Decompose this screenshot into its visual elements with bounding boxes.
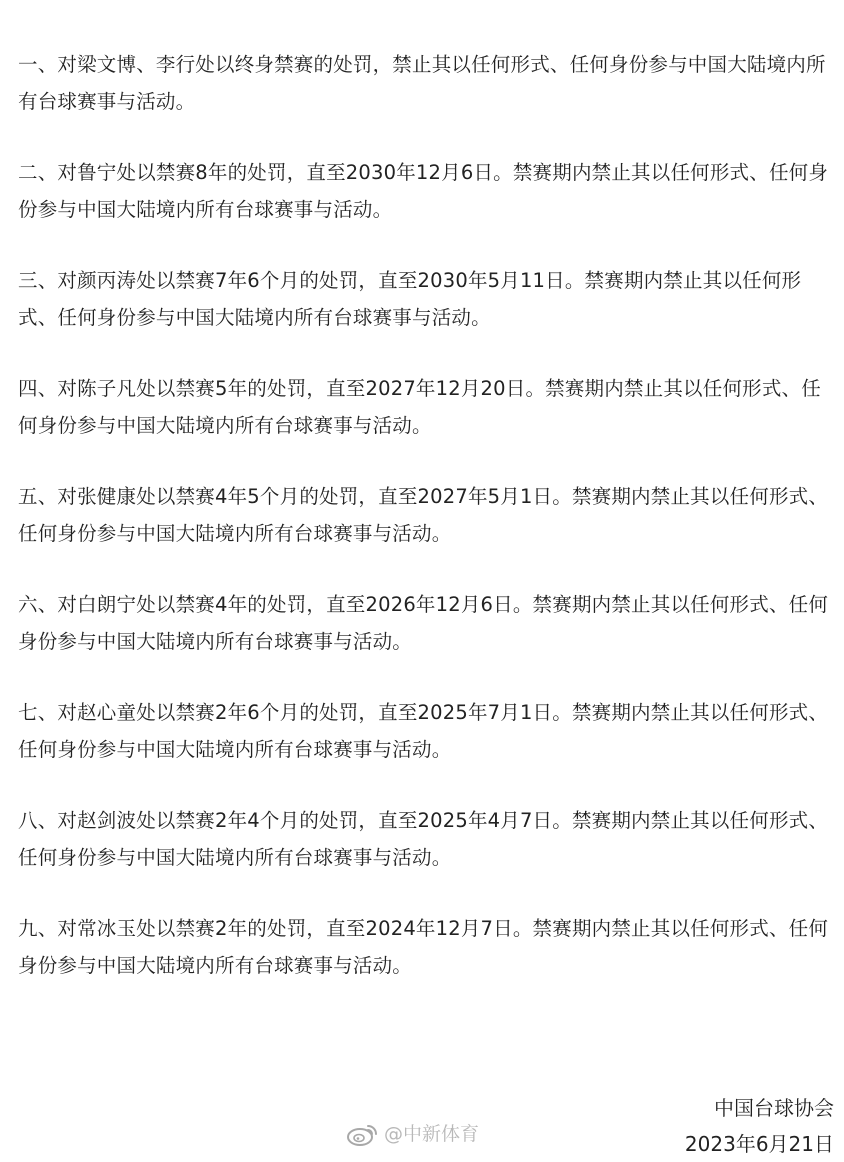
penalty-item-3: 三、对颜丙涛处以禁赛7年6个月的处罚，直至2030年5月11日。禁赛期内禁止其以任何形式、任何身份参与中国大陆境内所有台球赛事与活动。 [18,269,802,329]
penalty-item-2: 二、对鲁宁处以禁赛8年的处罚，直至2030年12月6日。禁赛期内禁止其以任何形式、任何身份参与中国大陆境内所有台球赛事与活动。 [18,161,829,221]
penalty-item-1: 一、对梁文博、李行处以终身禁赛的处罚，禁止其以任何形式、任何身份参与中国大陆境内所有台球赛事与活动。 [18,53,826,113]
weibo-icon [346,1121,380,1147]
signature-date: 2023年6月21日 [684,1132,834,1156]
penalty-item-6: 六、对白朗宁处以禁赛4年的处罚，直至2026年12月6日。禁赛期内禁止其以任何形式、任何身份参与中国大陆境内所有台球赛事与活动。 [18,593,829,653]
signature-organization: 中国台球协会 [714,1096,834,1120]
penalty-item-4: 四、对陈子凡处以禁赛5年的处罚，直至2027年12月20日。禁赛期内禁止其以任何形式、任何身份参与中国大陆境内所有台球赛事与活动。 [18,377,821,437]
penalty-item-9: 九、对常冰玉处以禁赛2年的处罚，直至2024年12月7日。禁赛期内禁止其以任何形式、任何身份参与中国大陆境内所有台球赛事与活动。 [18,917,829,977]
watermark-text: @中新体育 [384,1123,480,1145]
watermark [346,1120,479,1148]
penalty-item-8: 八、对赵剑波处以禁赛2年4个月的处罚，直至2025年4月7日。禁赛期内禁止其以任何形式、任何身份参与中国大陆境内所有台球赛事与活动。 [18,809,829,869]
penalty-item-7: 七、对赵心童处以禁赛2年6个月的处罚，直至2025年7月1日。禁赛期内禁止其以任何形式、任何身份参与中国大陆境内所有台球赛事与活动。 [18,701,829,761]
penalty-item-5: 五、对张健康处以禁赛4年5个月的处罚，直至2027年5月1日。禁赛期内禁止其以任何形式、任何身份参与中国大陆境内所有台球赛事与活动。 [18,485,829,545]
signature-block [685,1090,834,1162]
penalty-list [18,46,836,1018]
